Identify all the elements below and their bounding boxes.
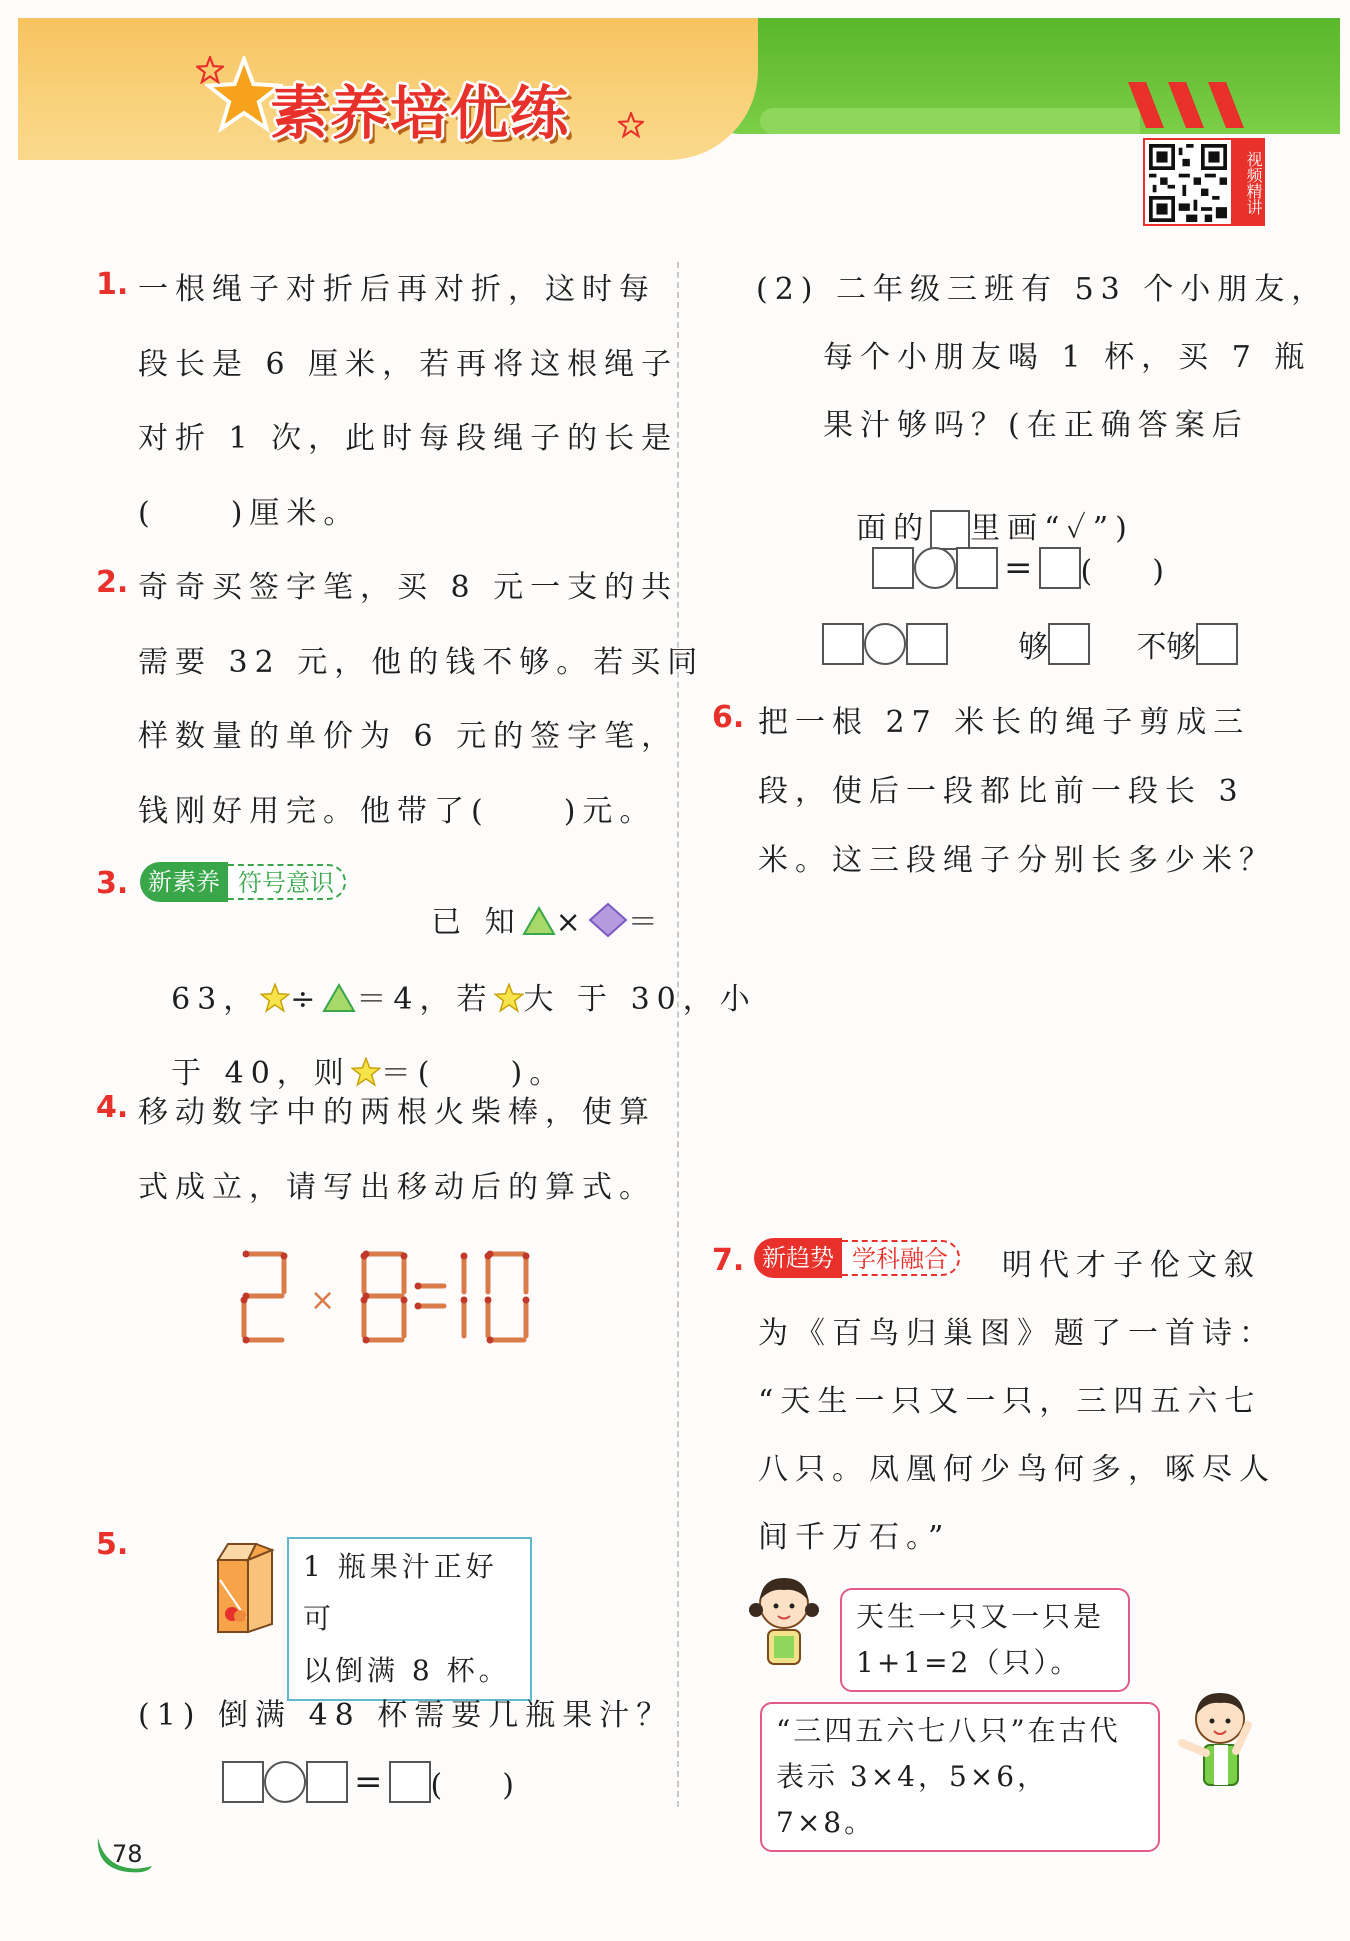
answer-blank-line[interactable]: 钱刚好用完。他带了( )元。	[138, 794, 657, 829]
sub-question-text: (1) 倒满 48 杯需要几瓶果汁？	[138, 1698, 674, 1733]
column-divider	[677, 262, 679, 1807]
question-text: 段长是 6 厘米，若再将这根绳子	[138, 347, 679, 382]
speech-bubble-girl	[840, 1588, 1130, 1692]
question-text-row	[138, 1013, 566, 1092]
sub-question-text: 果汁够吗？(在正确答案后	[823, 408, 1249, 443]
equals-sign: =	[354, 1762, 383, 1802]
question-text: 移动数字中的两根火柴棒，使算	[138, 1095, 656, 1130]
qr-label: 视频精讲	[1231, 140, 1263, 224]
section-title: 素养培优练	[270, 79, 571, 147]
small-star-icon	[196, 56, 224, 84]
qr-code-block[interactable]	[1143, 138, 1265, 226]
question-number: 4.	[96, 1090, 129, 1125]
question-number: 2.	[96, 565, 129, 600]
small-star-icon	[618, 112, 644, 138]
equals-sign: =	[1004, 548, 1033, 588]
tag-main: 新素养	[140, 862, 228, 902]
question-text: 对折 1 次，此时每段绳子的长是	[138, 421, 679, 456]
unit-blank[interactable]: ( )	[1080, 554, 1164, 589]
star-symbol-icon	[494, 983, 524, 1013]
boy-character-icon	[1176, 1685, 1256, 1795]
question-number: 3.	[96, 866, 129, 901]
bubble-text: 表示 3×4，5×6，7×8。	[776, 1760, 1049, 1839]
answer-box[interactable]	[822, 623, 864, 665]
header-light-band	[760, 108, 1140, 134]
speech-bubble-boy	[760, 1702, 1160, 1852]
question-text: 已 知	[431, 905, 522, 940]
triangle-icon	[522, 906, 556, 936]
answer-box[interactable]	[906, 623, 948, 665]
question-text: “天生一只又一只，三四五六七	[758, 1384, 1262, 1419]
question-text-row	[398, 862, 665, 941]
answer-box[interactable]	[956, 547, 998, 589]
equals-sign: ＝	[627, 905, 665, 940]
question-text: 奇奇买签字笔，买 8 元一支的共	[138, 570, 679, 605]
times-sign: ×	[555, 905, 588, 940]
qr-code-icon[interactable]	[1149, 144, 1227, 222]
bubble-text: 天生一只又一只是	[856, 1600, 1105, 1633]
star-symbol-icon	[260, 983, 290, 1013]
note-text: 1 瓶果汁正好可	[303, 1550, 498, 1635]
question-text: 明代才子伦文叙	[1002, 1248, 1261, 1283]
sub-question-text: 面的	[856, 511, 931, 546]
page-number: 78	[112, 1840, 143, 1868]
sub-question-text: 里画“✓”)	[970, 511, 1134, 546]
question-text: ＝4，若	[356, 982, 494, 1017]
girl-character-icon	[748, 1570, 820, 1670]
equation-template[interactable]	[872, 546, 1164, 590]
sub-question-row	[823, 468, 1134, 550]
answer-box[interactable]	[1039, 547, 1081, 589]
question-text: 八只。凤凰何少鸟何多，啄尽人	[758, 1452, 1276, 1487]
svg-text:×: ×	[310, 1283, 336, 1318]
question-number: 1.	[96, 267, 129, 302]
question-text: 样数量的单价为 6 元的签字笔，	[138, 719, 679, 754]
not-enough-label: 不够	[1136, 630, 1197, 665]
juice-carton-icon	[208, 1540, 280, 1636]
equation-template[interactable]	[222, 1760, 514, 1804]
divide-sign: ÷	[290, 982, 323, 1017]
stripes-decoration	[1120, 82, 1250, 132]
triangle-icon	[322, 983, 356, 1013]
operator-circle[interactable]	[914, 547, 956, 589]
bubble-text: 1+1=2（只）。	[856, 1646, 1082, 1679]
question-text-row	[138, 939, 757, 1018]
question-text: 需要 32 元，他的钱不够。若买同	[138, 645, 705, 680]
matchstick-equation	[238, 1248, 538, 1348]
juice-info-box	[287, 1537, 532, 1701]
star-symbol-icon	[351, 1057, 381, 1087]
enough-label: 够	[1018, 630, 1049, 665]
diamond-icon	[588, 902, 628, 938]
answer-blank[interactable]: ＝( )。	[380, 1056, 567, 1091]
answer-box[interactable]	[222, 1761, 264, 1803]
question-text: 为《百鸟归巢图》题了一首诗：	[758, 1316, 1276, 1351]
trend-tag	[754, 1238, 960, 1278]
answer-blank-line[interactable]: ( )厘米。	[138, 496, 361, 531]
question-text: 间千万石。”	[758, 1520, 951, 1555]
sub-question-text: 每个小朋友喝 1 杯，买 7 瓶	[823, 340, 1312, 375]
literacy-tag	[140, 862, 346, 902]
note-text: 以倒满 8 杯。	[303, 1654, 511, 1687]
operator-circle[interactable]	[864, 623, 906, 665]
comparison-row[interactable]	[822, 622, 1238, 666]
bubble-text: “三四五六七八只”在古代	[776, 1714, 1121, 1747]
question-text: 大 于 30，小	[523, 982, 757, 1017]
question-text: 于 40，则	[171, 1056, 351, 1091]
question-text: 一根绳子对折后再对折，这时每	[138, 272, 656, 307]
question-text: 段，使后一段都比前一段长 3	[758, 774, 1245, 809]
answer-box[interactable]	[872, 547, 914, 589]
question-text: 式成立，请写出移动后的算式。	[138, 1170, 656, 1205]
tag-sub: 符号意识	[228, 864, 346, 900]
not-enough-checkbox[interactable]	[1196, 623, 1238, 665]
operator-circle[interactable]	[264, 1761, 306, 1803]
answer-box[interactable]	[306, 1761, 348, 1803]
question-number: 5.	[96, 1527, 129, 1562]
answer-box[interactable]	[389, 1761, 431, 1803]
check-box-sample	[930, 510, 970, 550]
question-number: 6.	[712, 700, 745, 735]
question-text: 把一根 27 米长的绳子剪成三	[758, 705, 1251, 740]
question-text: 63，	[171, 982, 261, 1017]
question-number: 7.	[712, 1243, 745, 1278]
question-text: 米。这三段绳子分别长多少米？	[758, 843, 1276, 878]
tag-sub: 学科融合	[842, 1240, 960, 1276]
unit-blank[interactable]: ( )	[430, 1768, 514, 1803]
tag-main: 新趋势	[754, 1238, 842, 1278]
sub-question-text: (2) 二年级三班有 53 个小朋友，	[756, 272, 1329, 307]
enough-checkbox[interactable]	[1048, 623, 1090, 665]
